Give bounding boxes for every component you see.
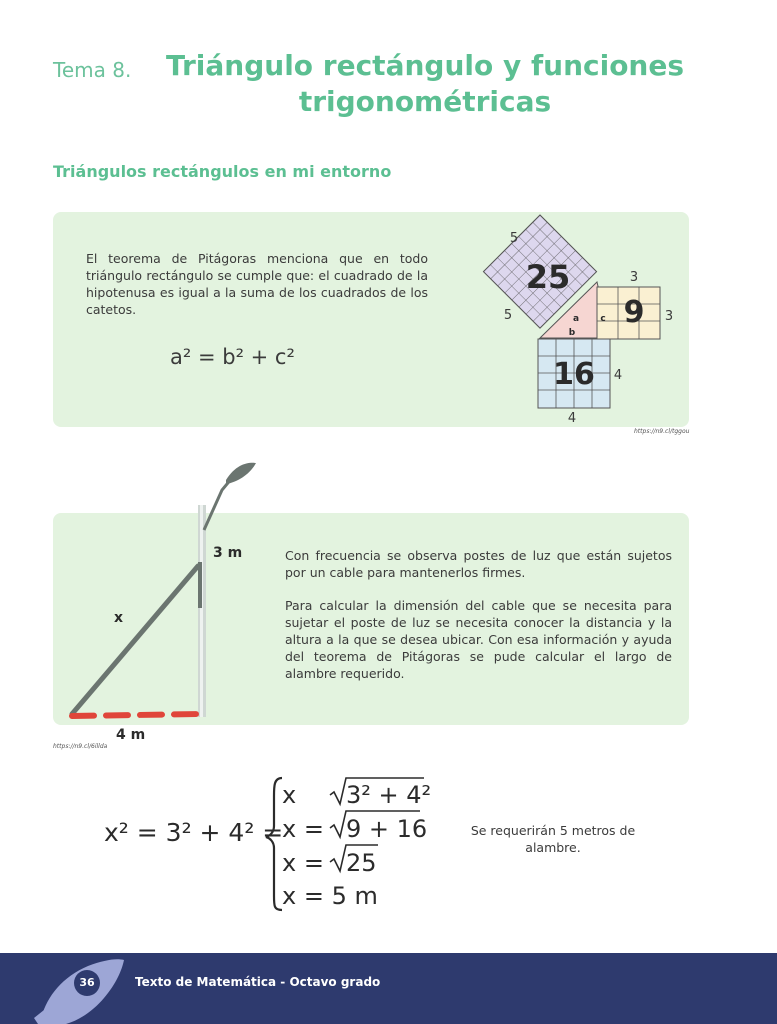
equation-line-1-lhs: x bbox=[282, 781, 297, 809]
equation-line-2-rhs: 9 + 16 bbox=[346, 815, 428, 843]
square-25-value: 25 bbox=[525, 258, 571, 296]
height-label: 3 m bbox=[213, 545, 243, 561]
side-label-4-bottom: 4 bbox=[567, 411, 577, 426]
light-pole-paragraph-1: Con frecuencia se observa postes de luz que están sujetos por un cable para mantenerlos firmes. bbox=[285, 548, 672, 580]
light-pole-paragraph-2: Para calcular la dimensión del cable que se necesita para sujetar el poste de luz se necesita conocer la distancia y la altura a la que se desea ubicar. Con esa información y ayuda del teorema de Pitágoras se pude calcular el largo de alambre requerido. bbox=[285, 598, 672, 681]
side-label-4-right: 4 bbox=[613, 368, 623, 383]
equation-line-3-lhs: x = bbox=[282, 849, 324, 877]
image-credit-1: https://n9.cl/tggou bbox=[634, 428, 690, 435]
pythagoras-formula: a² = b² + c² bbox=[170, 345, 295, 369]
side-label-5-left: 5 bbox=[503, 308, 513, 323]
page-number: 36 bbox=[74, 970, 100, 996]
equation-left: x² = 3² + 4² = bbox=[104, 818, 284, 847]
triangle-label-a: a bbox=[572, 314, 580, 324]
square-9-value: 9 bbox=[623, 295, 645, 330]
equation-line-3-rhs: 25 bbox=[346, 849, 377, 877]
answer-text: Se requerirán 5 metros de alambre. bbox=[470, 823, 636, 855]
equation-line-1-rhs: 3² + 4² bbox=[346, 781, 432, 809]
image-credit-2: https://n9.cl/6illda bbox=[53, 743, 108, 750]
triangle-label-b: b bbox=[568, 328, 576, 338]
distance-label: 4 m bbox=[116, 727, 146, 743]
side-label-3-top: 3 bbox=[629, 270, 639, 285]
page-title-line-2: trigonométricas bbox=[298, 85, 552, 118]
side-label-5-top: 5 bbox=[509, 231, 519, 246]
equation-line-4: x = 5 m bbox=[282, 882, 378, 910]
triangle-label-c: c bbox=[600, 314, 606, 324]
pythagoras-paragraph: El teorema de Pitágoras menciona que en todo triángulo rectángulo se cumple que: el cuadrado de la hipotenusa es igual a la suma de los cuadrados de los catetos. bbox=[86, 251, 428, 317]
footer-text: Texto de Matemática - Octavo grado bbox=[135, 975, 381, 989]
square-16-value: 16 bbox=[553, 357, 595, 392]
equation-line-2-lhs: x = bbox=[282, 815, 324, 843]
side-label-3-right: 3 bbox=[664, 309, 674, 324]
cable-label: x bbox=[114, 610, 124, 626]
topic-number: Tema 8. bbox=[53, 58, 132, 82]
page-title-line-1: Triángulo rectángulo y funciones bbox=[165, 49, 685, 82]
section-title: Triángulos rectángulos en mi entorno bbox=[53, 162, 392, 181]
